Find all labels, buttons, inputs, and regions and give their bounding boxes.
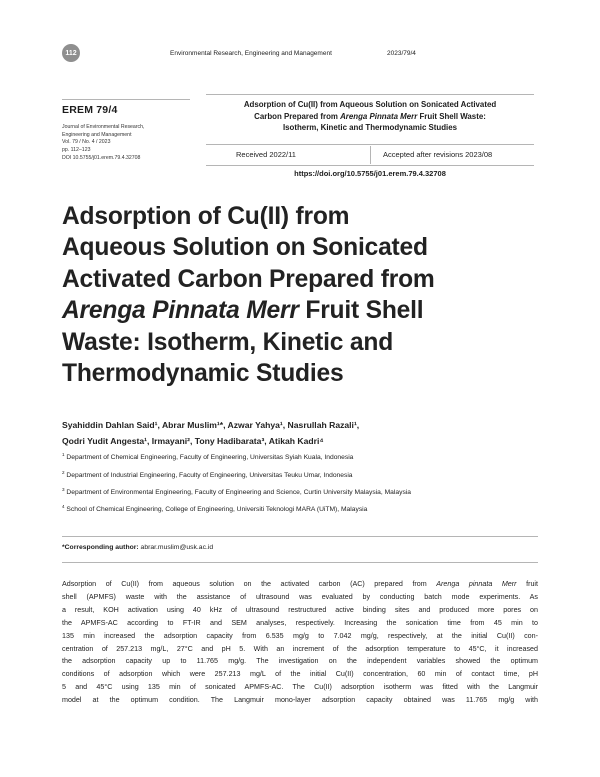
journal-meta-line: Journal of Environmental Research, [62, 124, 145, 130]
corresponding-top-rule [62, 536, 538, 537]
article-box-top-rule [206, 94, 534, 95]
title-line: Activated Carbon Prepared from [62, 265, 435, 293]
title-line [62, 295, 542, 326]
affiliation-2 [62, 470, 542, 479]
short-title-line: Isotherm, Kinetic and Thermodynamic Studies [282, 123, 458, 132]
title-line: Waste: Isotherm, Kinetic and [62, 328, 394, 356]
abstract-line [62, 578, 538, 591]
article-box-mid-rule [206, 144, 534, 145]
article-title [62, 201, 542, 389]
abstract-line: 135 min increased the adsorption capacity from 6.535 mg/g to 7.042 mg/g, respectively, at the initial Cu(II) con- [62, 631, 538, 640]
page-number-badge: 112 [62, 44, 80, 62]
affiliation-text: Department of Environmental Engineering, Faculty of Engineering and Science, Curtin University Malaysia, Malaysia [66, 489, 411, 497]
running-header-issue: 2023/79/4 [387, 50, 416, 57]
affiliation-mark: 2 [62, 470, 65, 475]
corresponding-author [62, 544, 213, 551]
short-title-text: Fruit Shell Waste: [417, 111, 486, 121]
abstract-line: a result, KOH activation using 40 kHz of ultrasound restructured active binding sites and produced more pores on [62, 605, 538, 614]
affiliation-mark: 3 [62, 487, 65, 492]
sidebar-top-rule [62, 99, 190, 100]
author-line: Qodri Yudit Angesta¹, Irmayani², Tony Hadibarata³, Atikah Kadri⁴ [62, 435, 324, 446]
article-box-doi-rule [206, 165, 534, 166]
affiliation-mark: 4 [62, 504, 65, 509]
corresponding-bottom-rule [62, 562, 538, 563]
abstract-line: 5 and 45°C using 135 min of sonicated APMFS-AC. The Cu(II) adsorption isotherm was fitted with the Langmuir [62, 683, 538, 692]
title-species: Arenga Pinnata Merr [62, 297, 299, 325]
corresponding-label: *Corresponding author: [62, 544, 139, 551]
abstract-species: Arenga pinnata Merr [436, 580, 517, 588]
affiliation-4 [62, 504, 542, 513]
abstract [62, 578, 538, 707]
running-header-journal: Environmental Research, Engineering and Management [170, 50, 332, 57]
erem-label: EREM 79/4 [62, 104, 118, 116]
short-title-line [206, 111, 534, 123]
abstract-line: the APMFS-AC according to FT-IR and SEM analyses, respectively. Increasing the sonication time from 45 min to [62, 618, 538, 627]
title-text: Fruit Shell [298, 297, 424, 325]
meta-divider [370, 146, 371, 164]
author-list [62, 418, 542, 450]
abstract-text: Adsorption of Cu(II) from aqueous solution on the activated carbon (AC) prepared from [62, 580, 437, 588]
accepted-date: Accepted after revisions 2023/08 [383, 150, 493, 159]
affiliation-text: Department of Industrial Engineering, Faculty of Engineering, Universitas Teuku Umar, Indonesia [66, 472, 353, 480]
affiliation-1 [62, 452, 542, 461]
journal-meta [62, 124, 192, 163]
abstract-line: the adsorption capacity up to 11.765 mg/g. The investigation on the independent variables showed the optimum [62, 657, 538, 666]
affiliation-mark: 1 [62, 452, 65, 457]
journal-meta-line: pp. 112–123 [62, 147, 91, 154]
title-line: Adsorption of Cu(II) from [62, 203, 350, 230]
journal-meta-line: DOI 10.5755/j01.erem.79.4.32708 [62, 154, 141, 161]
abstract-line: conditions of adsorption which were 257.213 mg/L of the initial Cu(II) concentration, 60 min of contact time, pH [62, 670, 538, 679]
abstract-line: centration of 257.213 mg/L, 27°C and pH 5. With an increment of the adsorption temperature to 45°C, it increased [62, 644, 538, 653]
doi-link[interactable]: https://doi.org/10.5755/j01.erem.79.4.32708 [294, 169, 446, 178]
affiliation-3 [62, 487, 542, 496]
short-title-line: Adsorption of Cu(II) from Aqueous Solution on Sonicated Activated [243, 100, 497, 109]
title-line: Aqueous Solution on Sonicated [62, 234, 428, 262]
title-line: Thermodynamic Studies [62, 360, 344, 388]
short-title [206, 99, 534, 134]
short-title-text: Carbon Prepared from [254, 111, 341, 121]
abstract-text: fruit [516, 580, 538, 588]
author-line: Syahiddin Dahlan Said¹, Abrar Muslim¹*, Azwar Yahya¹, Nasrullah Razali¹, [62, 420, 360, 430]
affiliation-text: School of Chemical Engineering, College of Engineering, Universiti Teknologi MARA (UiTM), Malaysia [66, 506, 368, 514]
corresponding-email[interactable]: abrar.muslim@usk.ac.id [138, 544, 214, 551]
abstract-line: model at the optimum condition. The Langmuir mono-layer adsorption capacity obtained was 11.765 mg/g with [62, 696, 538, 705]
journal-meta-line: Vol. 79 / No. 4 / 2023 [62, 139, 111, 146]
abstract-line: shell (APMFS) waste with the assistance of ultrasound was evaluated by conducting batch mode experiments. As [62, 592, 538, 601]
affiliation-text: Department of Chemical Engineering, Faculty of Engineering, Universitas Syiah Kuala, Indonesia [66, 454, 354, 462]
received-date: Received 2022/11 [236, 150, 296, 159]
short-title-species: Arenga Pinnata Merr [340, 111, 418, 121]
journal-meta-line: Engineering and Management [62, 131, 132, 138]
